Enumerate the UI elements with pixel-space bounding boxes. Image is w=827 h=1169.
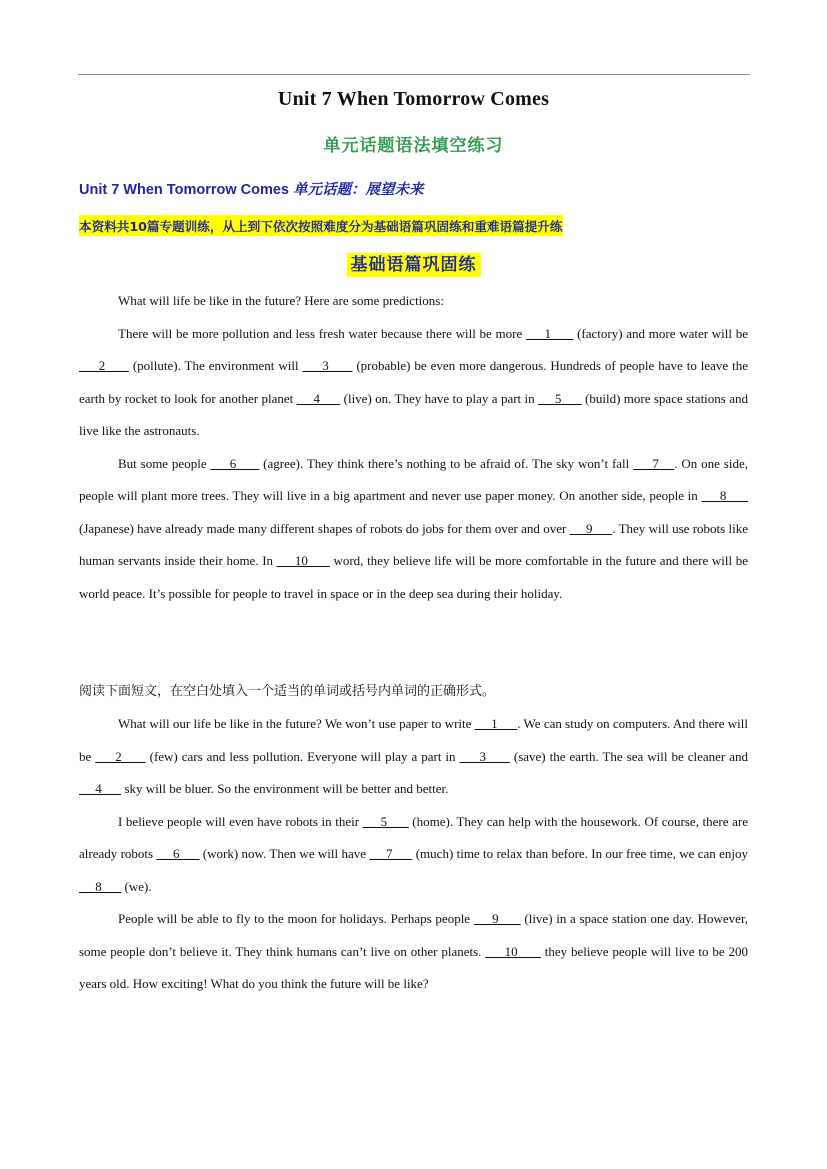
passage-2-paragraph-2: [79, 806, 748, 904]
blank-5[interactable]: 5: [538, 390, 582, 406]
text-run: People will be able to fly to the moon for holidays. Perhaps people: [118, 911, 474, 926]
blank-10[interactable]: 10: [485, 943, 541, 959]
unit-topic: [79, 178, 424, 199]
page-subtitle: 单元话题语法填空练习: [323, 136, 504, 156]
text-run: . We can study on computers. And there will be: [79, 716, 748, 764]
text-run: they believe people will live to be 200 years old. How exciting! What do you think the future will be like?: [79, 943, 749, 991]
blank-6[interactable]: 6: [210, 455, 260, 471]
passage-1: [79, 285, 748, 610]
blank-5[interactable]: 5: [362, 813, 409, 829]
blank-3[interactable]: 3: [459, 748, 510, 764]
section-heading: [0, 250, 827, 275]
text-run: (work) now. Then we will have: [199, 846, 370, 861]
blank-1[interactable]: 1: [474, 716, 518, 731]
exercise-instruction: 阅读下面短文，在空白处填入一个适当的单词或括号内单词的正确形式。: [79, 684, 496, 699]
page-title: Unit 7 When Tomorrow Comes: [277, 88, 550, 110]
blank-4[interactable]: 4: [79, 781, 122, 796]
text-run: (home). They can help with the housework. Of course, there are already robots: [79, 813, 748, 861]
text-run: But some people: [118, 455, 211, 471]
blank-7[interactable]: 7: [633, 455, 675, 471]
text-run: What will our life be like in the future? We won’t use paper to write: [118, 716, 475, 731]
passage-2-paragraph-3: [79, 903, 748, 1001]
passage-2: [79, 708, 748, 1001]
unit-topic-cn: 单元话题：展望未来: [293, 181, 424, 198]
blank-1[interactable]: 1: [525, 325, 574, 341]
text-run: . They will use robots like human servants inside their home. In: [79, 520, 748, 568]
blank-7[interactable]: 7: [369, 846, 413, 861]
text-run: (agree). They think there’s nothing to be afraid of. The sky won’t fall: [259, 455, 634, 471]
text-run: sky will be bluer. So the environment will be better and better.: [121, 781, 449, 796]
text-run: (Japanese) have already made many different shapes of robots do jobs for them over and over: [79, 520, 570, 536]
text-run: (much) time to relax than before. In our free time, we can enjoy: [412, 846, 748, 861]
blank-4[interactable]: 4: [296, 390, 341, 406]
section-title: 基础语篇巩固练: [347, 253, 481, 277]
passage-1-intro: What will life be like in the future? Here are some predictions:: [118, 293, 444, 308]
text-run: (probable) be even more dangerous. Hundreds of people have to leave the earth by rocket to look for another planet: [79, 358, 749, 406]
blank-2[interactable]: 2: [79, 358, 129, 373]
blank-6[interactable]: 6: [156, 846, 200, 861]
text-run: (live) on. They have to play a part in: [340, 390, 539, 406]
text-run: (live) in a space station one day. However, some people don’t believe it. They think humans can’t live on other planets.: [79, 911, 749, 959]
text-run: (build) more space stations and live like the astronauts.: [79, 390, 748, 438]
text-run: (few) cars and less pollution. Everyone will play a part in: [145, 748, 460, 764]
text-run: (we).: [121, 878, 152, 894]
text-run: (pollute). The environment will: [128, 358, 303, 373]
text-run: There will be more pollution and less fresh water because there will be more: [118, 325, 526, 341]
text-run: word, they believe life will be more comfortable in the future and there will be world peace. It’s possible for people to travel in space or in the deep sea during their holiday.: [79, 553, 748, 601]
text-run: . On one side, people will plant more trees. They will live in a big apartment and never use paper money. On another side, people in: [79, 455, 748, 503]
blank-9[interactable]: 9: [569, 520, 613, 536]
blank-9[interactable]: 9: [473, 911, 521, 926]
blank-2[interactable]: 2: [95, 748, 146, 764]
blank-3[interactable]: 3: [302, 358, 353, 373]
highlight-notice: 本资料共10篇专题训练，从上到下依次按照难度分为基础语篇巩固练和重难语篇提升练: [79, 215, 563, 236]
header-rule: [78, 74, 750, 75]
passage-2-paragraph-1: [79, 708, 748, 806]
text-run: I believe people will even have robots in their: [118, 813, 363, 829]
text-run: (save) the earth. The sea will be cleaner and: [509, 748, 749, 764]
passage-1-paragraph-1: [79, 318, 748, 448]
blank-8[interactable]: 8: [701, 488, 749, 503]
passage-1-paragraph-2: [79, 448, 748, 611]
blank-10[interactable]: 10: [276, 553, 330, 568]
text-run: (factory) and more water will be: [573, 325, 748, 341]
blank-8[interactable]: 8: [79, 878, 122, 894]
unit-topic-en: Unit 7 When Tomorrow Comes: [79, 182, 294, 198]
